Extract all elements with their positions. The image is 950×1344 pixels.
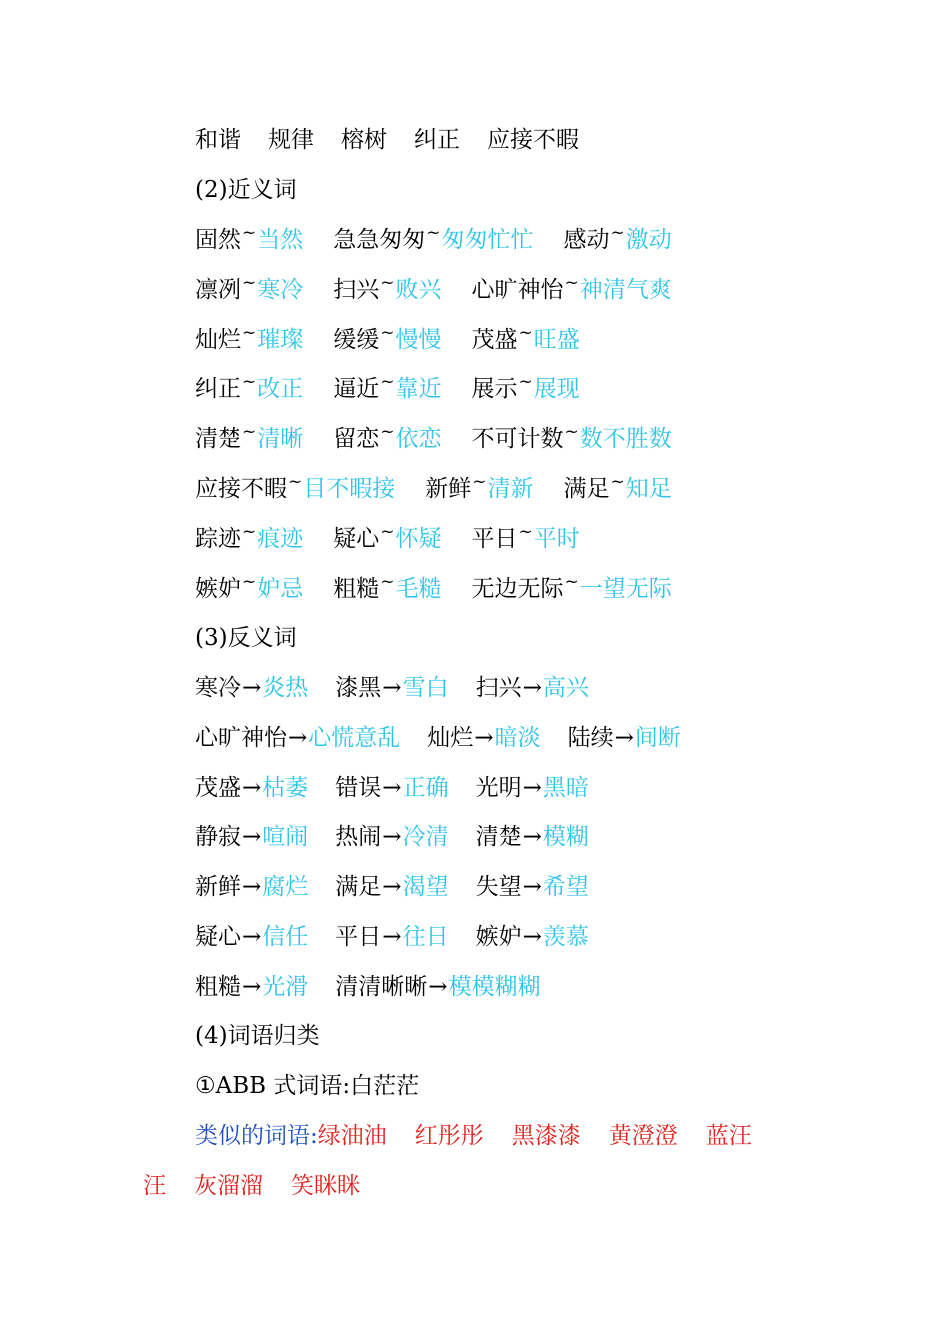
arrow-icon: → xyxy=(382,924,402,950)
term: 心旷神怡 xyxy=(195,724,287,751)
antonym-pair xyxy=(476,822,589,852)
answer-term: 高兴 xyxy=(542,675,589,701)
term: 嫉妒 xyxy=(195,575,241,602)
term: 热闹 xyxy=(335,824,382,851)
answer-term: 往日 xyxy=(402,924,449,950)
tilde-mark: ~ xyxy=(380,521,395,542)
answer-term: 展现 xyxy=(533,376,580,403)
answer-term: 喧闹 xyxy=(262,824,309,851)
synonym-pair xyxy=(425,474,533,506)
arrow-icon: → xyxy=(382,774,402,801)
term: 静寂 xyxy=(195,824,241,851)
synonym-pair xyxy=(333,521,442,556)
tilde-mark: ~ xyxy=(380,571,395,592)
antonyms-heading: (3)反义词 xyxy=(195,625,297,651)
synonym-pair xyxy=(333,272,442,307)
synonym-pair xyxy=(195,225,303,257)
synonym-row xyxy=(195,521,580,556)
term: 粗糙 xyxy=(333,575,380,602)
answer-term: 痕迹 xyxy=(257,525,304,552)
similar-word: 绿油油 xyxy=(317,1123,387,1149)
antonym-row xyxy=(195,773,589,803)
term: 心旷神怡 xyxy=(471,276,564,303)
synonym-pair xyxy=(333,225,533,257)
answer-term: 模模糊糊 xyxy=(448,973,541,1000)
antonym-row xyxy=(195,822,589,852)
antonym-pair xyxy=(568,723,681,753)
answer-term: 枯萎 xyxy=(262,774,309,801)
similar-words-line xyxy=(195,1121,752,1151)
tilde-mark: ~ xyxy=(380,322,395,343)
arrow-icon: → xyxy=(522,774,542,801)
answer-term: 雪白 xyxy=(402,675,449,701)
arrow-icon: → xyxy=(382,824,402,851)
antonym-pair xyxy=(335,972,540,1002)
answer-term: 知足 xyxy=(625,476,672,502)
arrow-icon: → xyxy=(288,724,308,751)
answer-term: 怀疑 xyxy=(395,525,442,552)
antonym-pair xyxy=(335,922,448,952)
synonym-pair xyxy=(195,374,303,406)
similar-word: 汪 xyxy=(143,1173,166,1199)
arrow-icon: → xyxy=(522,675,542,701)
tilde-mark: ~ xyxy=(564,272,579,293)
answer-term: 一望无际 xyxy=(579,575,672,602)
term: 错误 xyxy=(335,774,382,801)
antonym-pair xyxy=(335,673,448,703)
term: 应接不暇 xyxy=(195,476,287,502)
synonyms-heading: (2)近义词 xyxy=(195,177,297,203)
synonym-pair xyxy=(195,521,304,556)
answer-term: 炎热 xyxy=(262,675,309,701)
term: 疑心 xyxy=(195,924,241,950)
answer-term: 激动 xyxy=(625,227,672,253)
answer-term: 希望 xyxy=(542,874,589,901)
synonym-pair xyxy=(564,225,672,257)
synonym-pair xyxy=(471,521,580,556)
term: 茂盛 xyxy=(471,326,518,353)
answer-term: 平时 xyxy=(533,525,580,552)
term: 固然 xyxy=(195,227,241,253)
term: 陆续 xyxy=(567,724,614,751)
antonym-pair xyxy=(476,773,589,803)
similar-word: 笑眯眯 xyxy=(291,1173,360,1199)
answer-term: 数不胜数 xyxy=(579,426,672,453)
synonym-row xyxy=(195,474,672,506)
term: 平日 xyxy=(471,525,518,552)
synonym-pair xyxy=(333,322,442,357)
tilde-mark: ~ xyxy=(242,272,257,293)
tilde-mark: ~ xyxy=(380,372,395,393)
answer-term: 依恋 xyxy=(395,426,442,453)
answer-term: 寒冷 xyxy=(257,276,304,303)
term: 灿烂 xyxy=(195,326,241,353)
arrow-icon: → xyxy=(522,924,542,950)
similar-word: 黑漆漆 xyxy=(511,1123,581,1149)
arrow-icon: → xyxy=(522,874,542,901)
term: 踪迹 xyxy=(195,525,241,552)
tilde-mark: ~ xyxy=(426,223,441,243)
term: 灿烂 xyxy=(427,724,474,751)
tilde-mark: ~ xyxy=(380,422,395,443)
answer-term: 毛糙 xyxy=(395,575,442,602)
synonym-pair xyxy=(195,272,304,307)
tilde-mark: ~ xyxy=(564,422,579,443)
synonym-pair xyxy=(333,424,441,456)
term: 不可计数 xyxy=(471,426,564,453)
tilde-mark: ~ xyxy=(610,223,625,243)
answer-term: 黑暗 xyxy=(542,774,589,801)
term: 扫兴 xyxy=(333,276,380,303)
synonym-row xyxy=(195,571,672,606)
abb-item: ①ABB 式词语:白茫茫 xyxy=(195,1073,420,1099)
term: 无边无际 xyxy=(471,575,564,602)
arrow-icon: → xyxy=(474,724,494,751)
term: 纠正 xyxy=(195,376,241,403)
arrow-icon: → xyxy=(242,774,262,801)
antonym-pair xyxy=(476,872,589,902)
synonym-pair xyxy=(471,322,580,357)
term: 急急匆匆 xyxy=(333,227,426,253)
answer-term: 模糊 xyxy=(542,824,589,851)
tilde-mark: ~ xyxy=(288,472,303,492)
similar-word: 蓝汪 xyxy=(705,1123,752,1149)
arrow-icon: → xyxy=(242,675,262,701)
term: 感动 xyxy=(563,227,610,253)
antonym-pair xyxy=(195,773,308,803)
answer-term: 暗淡 xyxy=(494,724,541,751)
answer-term: 当然 xyxy=(257,227,304,253)
arrow-icon: → xyxy=(382,874,402,901)
classification-heading: (4)词语归类 xyxy=(195,1023,320,1049)
term: 失望 xyxy=(475,874,522,901)
antonym-pair xyxy=(195,822,308,852)
antonym-row xyxy=(195,673,589,703)
answer-term: 慢慢 xyxy=(395,326,442,353)
synonym-row xyxy=(195,225,672,257)
term: 满足 xyxy=(563,476,610,502)
term: 新鲜 xyxy=(425,476,472,502)
antonym-row xyxy=(195,723,681,753)
similar-word: 红彤彤 xyxy=(414,1123,484,1149)
term: 漆黑 xyxy=(335,675,382,701)
tilde-mark: ~ xyxy=(242,322,257,343)
antonym-pair xyxy=(335,822,448,852)
arrow-icon: → xyxy=(522,824,542,851)
antonym-pair xyxy=(195,723,400,753)
arrow-icon: → xyxy=(242,874,262,901)
antonym-pair xyxy=(195,972,308,1002)
synonym-pair xyxy=(333,571,442,606)
synonym-pair xyxy=(471,571,672,606)
term: 清楚 xyxy=(195,426,241,453)
term: 嫉妒 xyxy=(475,924,522,950)
term: 疑心 xyxy=(333,525,380,552)
synonym-pair xyxy=(471,272,672,307)
synonym-pair xyxy=(195,322,304,357)
answer-term: 间断 xyxy=(634,724,681,751)
antonym-pair xyxy=(476,673,589,703)
tilde-mark: ~ xyxy=(564,571,579,592)
arrow-icon: → xyxy=(242,824,262,851)
tilde-mark: ~ xyxy=(472,472,487,492)
tilde-mark: ~ xyxy=(242,372,257,393)
term: 缓缓 xyxy=(333,326,380,353)
antonym-pair xyxy=(335,872,448,902)
answer-term: 清晰 xyxy=(257,426,304,453)
answer-term: 靠近 xyxy=(395,376,442,403)
tilde-mark: ~ xyxy=(242,571,257,592)
answer-term: 败兴 xyxy=(395,276,442,303)
term: 清清晰晰 xyxy=(335,973,428,1000)
antonym-pair xyxy=(476,922,589,952)
answer-term: 羡慕 xyxy=(542,924,589,950)
synonym-pair xyxy=(472,374,580,406)
antonym-row xyxy=(195,872,589,902)
answer-term: 冷清 xyxy=(402,824,449,851)
similar-words-label: 类似的词语: xyxy=(195,1123,318,1149)
term: 满足 xyxy=(335,874,382,901)
answer-term: 腐烂 xyxy=(262,874,309,901)
word: 和谐 xyxy=(195,127,241,153)
antonym-row xyxy=(195,922,589,952)
tilde-mark: ~ xyxy=(242,521,257,542)
antonym-pair xyxy=(427,723,540,753)
synonym-pair xyxy=(195,424,303,456)
synonym-row xyxy=(195,374,580,406)
tilde-mark: ~ xyxy=(518,372,533,393)
answer-term: 目不暇接 xyxy=(303,476,396,502)
term: 展示 xyxy=(471,376,518,403)
antonym-pair xyxy=(195,673,308,703)
answer-term: 清新 xyxy=(487,476,534,502)
similar-word: 灰溜溜 xyxy=(194,1173,263,1199)
answer-term: 渴望 xyxy=(402,874,449,901)
word-list-line xyxy=(195,125,579,155)
answer-term: 改正 xyxy=(257,376,304,403)
arrow-icon: → xyxy=(382,675,402,701)
term: 光明 xyxy=(475,774,522,801)
synonym-pair xyxy=(195,571,304,606)
term: 平日 xyxy=(335,924,382,950)
answer-term: 心慌意乱 xyxy=(308,724,401,751)
answer-term: 光滑 xyxy=(262,973,309,1000)
arrow-icon: → xyxy=(242,973,262,1000)
arrow-icon: → xyxy=(242,924,262,950)
antonym-pair xyxy=(195,922,308,952)
tilde-mark: ~ xyxy=(610,472,625,492)
tilde-mark: ~ xyxy=(242,422,257,443)
word: 规律 xyxy=(268,127,314,153)
synonym-pair xyxy=(564,474,672,506)
arrow-icon: → xyxy=(428,973,448,1000)
term: 逼近 xyxy=(333,376,380,403)
term: 粗糙 xyxy=(195,973,241,1000)
answer-term: 妒忌 xyxy=(257,575,304,602)
tilde-mark: ~ xyxy=(380,272,395,293)
synonym-pair xyxy=(333,374,441,406)
arrow-icon: → xyxy=(614,724,634,751)
answer-term: 匆匆忙忙 xyxy=(441,227,534,253)
term: 新鲜 xyxy=(195,874,241,901)
term: 扫兴 xyxy=(475,675,522,701)
term: 茂盛 xyxy=(195,774,241,801)
term: 寒冷 xyxy=(195,675,241,701)
word: 榕树 xyxy=(341,127,387,153)
antonym-pair xyxy=(195,872,308,902)
term: 清楚 xyxy=(475,824,522,851)
word: 应接不暇 xyxy=(487,127,579,153)
term: 留恋 xyxy=(333,426,380,453)
answer-term: 璀璨 xyxy=(257,326,304,353)
similar-words-line-continued xyxy=(143,1171,360,1201)
synonym-row xyxy=(195,322,580,357)
answer-term: 正确 xyxy=(402,774,449,801)
antonym-pair xyxy=(335,773,448,803)
synonym-row xyxy=(195,424,672,456)
tilde-mark: ~ xyxy=(242,223,257,243)
tilde-mark: ~ xyxy=(518,521,533,542)
synonym-pair xyxy=(472,424,672,456)
tilde-mark: ~ xyxy=(518,322,533,343)
synonym-row xyxy=(195,272,672,307)
synonym-pair xyxy=(195,474,395,506)
word: 纠正 xyxy=(414,127,460,153)
answer-term: 信任 xyxy=(262,924,309,950)
term: 凛冽 xyxy=(195,276,241,303)
answer-term: 神清气爽 xyxy=(579,276,672,303)
answer-term: 旺盛 xyxy=(533,326,580,353)
similar-word: 黄澄澄 xyxy=(608,1123,678,1149)
antonym-row xyxy=(195,972,541,1002)
